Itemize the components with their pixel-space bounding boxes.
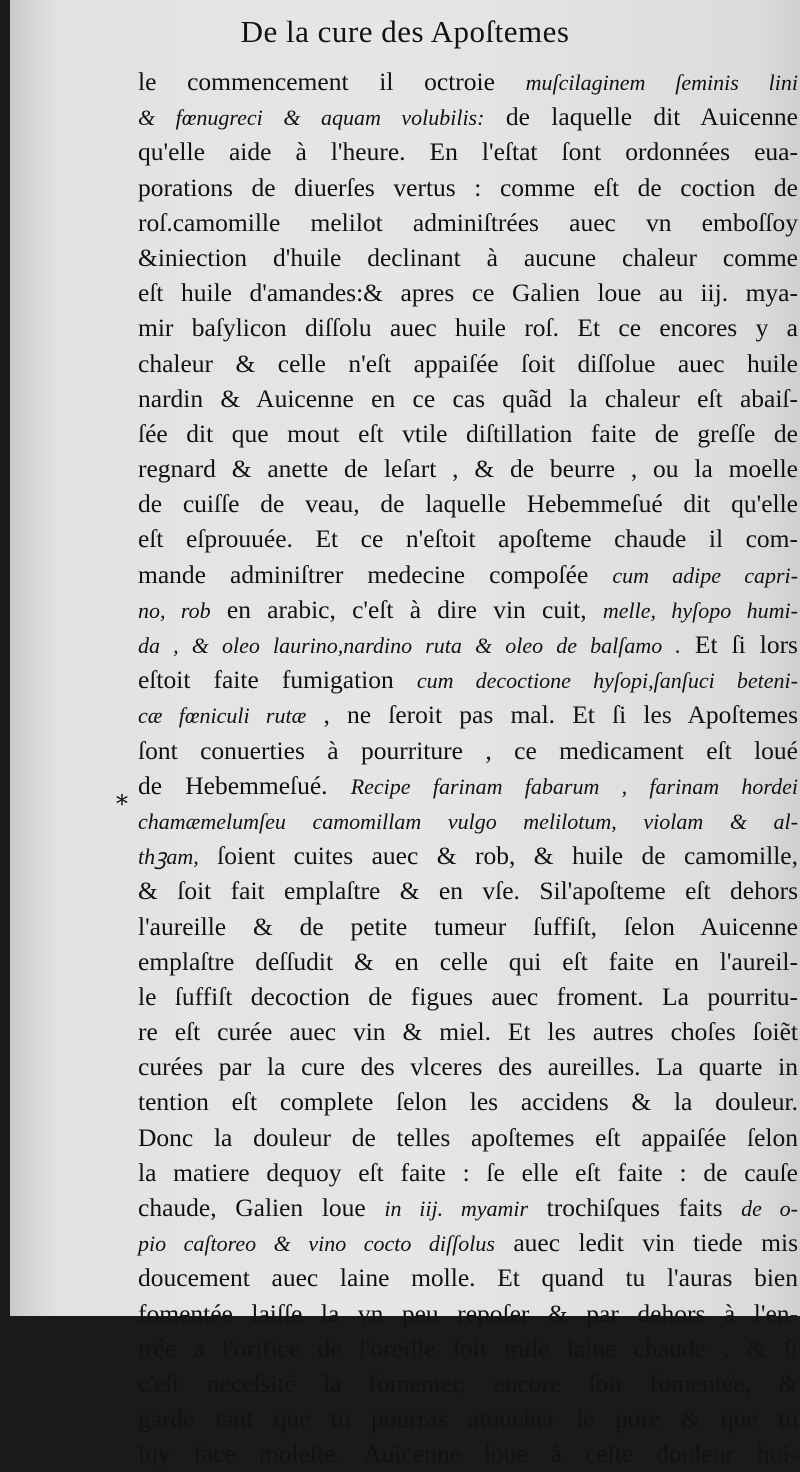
text-line: [138, 1260, 798, 1295]
french-text: auec ledit vin tiede mis: [494, 1228, 798, 1258]
text-line: [138, 521, 798, 556]
text-line: [138, 486, 798, 521]
text-line: [138, 134, 798, 169]
text-line: [138, 979, 798, 1014]
book-page: [10, 0, 800, 1469]
latin-phrase: & fœnugreci & aquam volubilis:: [138, 105, 485, 131]
text-line: [138, 838, 798, 873]
french-text: , ne ſeroit pas mal. Et ſi les Apoſtemes: [306, 700, 798, 730]
french-text: qu'elle aide à l'heure. En l'eſtat ſont ordonnées eua-: [138, 137, 798, 167]
text-line: [138, 1084, 798, 1119]
text-line: [138, 416, 798, 451]
text-line: [138, 557, 798, 592]
latin-phrase: de o-: [741, 1196, 799, 1221]
text-line: [138, 873, 798, 908]
french-text: mande adminiſtrer medecine compoſée: [138, 559, 613, 589]
french-text: nardin & Auicenne en ce cas quãd la chaleur eſt abaiſ-: [138, 383, 798, 413]
french-text: ſoient cuites auec & rob, & huile de camomille,: [198, 841, 798, 871]
text-line: [138, 592, 798, 627]
text-line: [138, 1401, 798, 1436]
french-text: tention eſt complete ſelon les accidens & la douleur.: [138, 1087, 798, 1117]
french-text: garde tant que tu pourras atoucher le pore & que tu: [138, 1404, 798, 1434]
text-line: [138, 768, 798, 803]
french-text: la matiere dequoy eſt faite : ſe elle eſt faite : de cauſe: [138, 1157, 798, 1187]
text-line: [138, 1366, 798, 1401]
french-text: eſt eſprouuée. Et ce n'eſtoit apoſteme chaude il com-: [138, 524, 798, 554]
text-line: [138, 310, 798, 345]
french-text: l'aureille & de petite tumeur ſuffiſt, ſelon Auicenne: [138, 911, 798, 941]
text-line: [138, 1225, 798, 1260]
french-text: chaude, Galien loue: [138, 1193, 385, 1222]
latin-phrase: da , & oleo laurino,nardino ruta & oleo de balſamo .: [138, 633, 681, 658]
text-line: [138, 451, 798, 486]
latin-phrase: thꝫam,: [138, 844, 199, 870]
french-text: roſ.camomille melilot adminiſtrées auec vn emboſſoy: [138, 207, 798, 237]
text-line: [138, 944, 798, 979]
french-text: emplaſtre deſſudit & en celle qui eſt faite en l'aureil-: [138, 946, 798, 976]
text-line: [138, 240, 798, 275]
french-text: le ſuffiſt decoction de figues auec froment. La pourritu-: [138, 981, 798, 1011]
text-line: [138, 1120, 798, 1155]
french-text: c'eſt neceſsité la fomenter, encore ſoit fomentée, &: [138, 1368, 798, 1398]
latin-phrase: muſcilaginem ſeminis lini: [525, 70, 798, 95]
latin-phrase: Recipe farinam fabarum , farinam hordei: [350, 773, 798, 799]
text-line: [138, 205, 798, 240]
latin-phrase: chamæmelumſeu camomillam vulgo melilotum, violam & al-: [138, 808, 798, 834]
text-line: [138, 170, 798, 205]
text-line: [138, 1049, 798, 1084]
french-text: mir baſylicon diſſolu auec huile roſ. Et ce encores y a: [138, 313, 798, 343]
text-line: [138, 99, 798, 134]
text-line: [138, 1190, 798, 1225]
french-text: chaleur & celle n'eſt appaiſée ſoit diſſolue auec huile: [138, 348, 798, 378]
french-text: porations de diuerſes vertus : comme eſt de coction de: [138, 172, 798, 202]
french-text: doucement auec laine molle. Et quand tu l'auras bien: [138, 1263, 798, 1293]
french-text: de laquelle dit Auicenne: [484, 102, 799, 132]
text-line: [138, 1296, 798, 1331]
text-line: [138, 803, 798, 838]
latin-phrase: cæ fœniculi rutæ: [138, 703, 307, 729]
french-text: de cuiſſe de veau, de laquelle Hebemmeſué dit qu'elle: [138, 489, 798, 519]
french-text: ſée dit que mout eſt vtile diſtillation faite de greſſe de: [138, 418, 798, 448]
french-text: fomentée laiſſe la vn peu repoſer & par dehors à l'en-: [138, 1298, 798, 1328]
latin-phrase: no, rob: [138, 597, 211, 623]
french-text: trochiſques faits: [528, 1193, 742, 1222]
text-line: [138, 1014, 798, 1049]
french-text: Donc la douleur de telles apoſtemes eſt appaiſée ſelon: [138, 1122, 798, 1152]
french-text: trée a l'orifice de l'oreille ſoit miſe laine chaude , & ſi: [138, 1333, 798, 1363]
latin-phrase: in iij. myamir: [384, 1196, 529, 1221]
french-text: luy face moleſte. Auicenne loue à ceſte douleur hui-: [138, 1439, 798, 1469]
french-text: curées par la cure des vlceres des aureilles. La quarte in: [138, 1052, 798, 1082]
french-text: &iniection d'huile declinant à aucune chaleur comme: [138, 242, 798, 272]
french-text: eſtoit faite fumigation: [138, 665, 417, 695]
french-text: ſont conuerties à pourriture , ce medicament eſt loué: [138, 735, 798, 765]
text-line: [138, 733, 798, 768]
text-line: [138, 909, 798, 944]
french-text: Et ſi lors: [680, 630, 798, 659]
text-line: [138, 697, 798, 732]
latin-phrase: pio caſtoreo & vino cocto diſſolus: [138, 1231, 495, 1257]
latin-phrase: cum adipe capri-: [612, 562, 798, 588]
text-line: [138, 627, 798, 662]
text-line: [138, 64, 798, 99]
french-text: & ſoit fait emplaſtre & en vſe. Sil'apoſteme eſt dehors: [138, 876, 798, 906]
text-line: [138, 275, 798, 310]
body-text: [138, 64, 798, 1472]
text-line: [138, 1436, 798, 1471]
text-line: [138, 1331, 798, 1366]
latin-phrase: melle, hyſopo humi-: [602, 597, 798, 623]
french-text: re eſt curée auec vin & miel. Et les autres choſes ſoiẽt: [138, 1017, 798, 1047]
french-text: le commencement il octroie: [138, 67, 526, 96]
text-line: [138, 381, 798, 416]
text-line: [138, 346, 798, 381]
margin-asterisk: *: [116, 790, 128, 818]
french-text: regnard & anette de leſart , & de beurre , ou la moelle: [138, 454, 798, 484]
french-text: en arabic, c'eſt à dire vin cuit,: [210, 594, 603, 624]
text-line: [138, 1155, 798, 1190]
latin-phrase: cum decoctione hyſopi,ſanſuci beteni-: [416, 668, 798, 694]
french-text: eſt huile d'amandes:& apres ce Galien loue au iij. mya-: [138, 278, 798, 308]
running-head: De la cure des Apoſtemes: [240, 14, 570, 49]
french-text: de Hebemmeſué.: [138, 770, 351, 800]
text-line: [138, 662, 798, 697]
